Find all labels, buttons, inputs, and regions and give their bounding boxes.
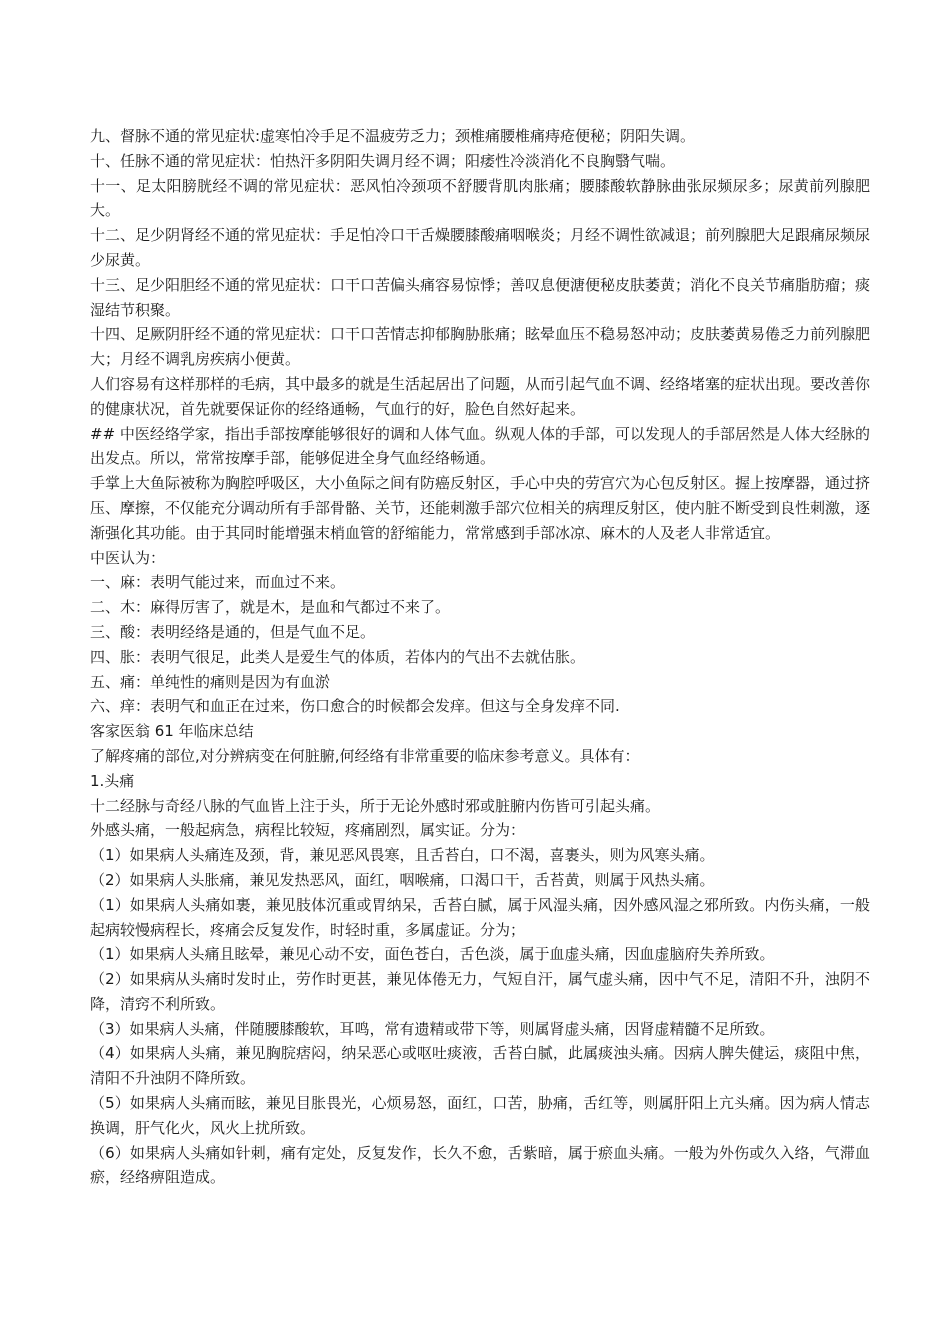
list-item: 二、木：麻得厉害了，就是木，是血和气都过不来了。 [90, 598, 451, 617]
list-item: （3）如果病人头痛，伴随腰膝酸软，耳鸣，常有遗精或带下等，则属肾虚头痛，因肾虚精髓不足所致。 [90, 1019, 775, 1038]
list-item: 六、痒：表明气和血正在过来，伤口愈合的时候都会发痒。但这与全身发痒不同. [90, 697, 620, 716]
list-item: （1）如果病人头痛连及颈，背，兼见恶风畏寒，且舌苔白，口不渴，喜裹头，则为风寒头痛。 [90, 846, 715, 865]
list-item: （1）如果病人头痛如裹，兼见肢体沉重或胃纳呆，舌苔白腻，属于风湿头痛，因外感风湿之邪所致。内伤头痛，一般起病较慢病程长，疼痛会反复发作，时轻时重，多属虚证。分为； [90, 895, 870, 939]
section-heading: 1.头痛 [90, 771, 135, 790]
list-item: （1）如果病人头痛且眩晕，兼见心动不安，面色苍白，舌色淡，属于血虚头痛，因血虚脑府失养所致。 [90, 945, 775, 964]
section-heading: 中医认为： [90, 548, 166, 567]
list-item: （2）如果病人头胀痛，兼见发热恶风，面红，咽喉痛，口渴口干，舌苔黄，则属于风热头痛。 [90, 870, 715, 889]
list-item: （2）如果病从头痛时发时止，劳作时更甚，兼见体倦无力，气短自汗，属气虚头痛，因中气不足，清阳不升，浊阴不降，清窍不利所致。 [90, 970, 870, 1013]
paragraph: 十二、足少阴肾经不通的常见症状：手足怕冷口干舌燥腰膝酸痛咽喉炎；月经不调性欲减退；前列腺肥大足跟痛尿频尿少尿黄。 [90, 226, 871, 269]
paragraph: 外感头痛，一般起病急，病程比较短，疼痛剧烈，属实证。分为： [90, 821, 526, 840]
section-heading: 客家医翁 61 年临床总结 [90, 722, 254, 741]
list-item: （5）如果病人头痛而眩，兼见目胀畏光，心烦易怒，面红，口苦，胁痛，舌红等，则属肝阳上亢头痛。因为病人情志换调，肝气化火，风火上扰所致。 [90, 1094, 870, 1137]
paragraph: ## 中医经络学家，指出手部按摩能够很好的调和人体气血。纵观人体的手部，可以发现人的手部居然是人体大经脉的出发点。所以，常常按摩手部，能够促进全身气血经络畅通。 [90, 424, 870, 468]
paragraph: 十四、足厥阴肝经不通的常见症状：口干口苦情志抑郁胸胁胀痛；眩晕血压不稳易怒冲动；皮肤萎黄易倦乏力前列腺肥大；月经不调乳房疾病小便黄。 [90, 325, 871, 369]
paragraph: 十三、足少阳胆经不通的常见症状：口干口苦偏头痛容易惊悸；善叹息便溏便秘皮肤萎黄；消化不良关节痛脂肪瘤；痰湿结节积聚。 [90, 275, 871, 319]
list-item: （6）如果病人头痛如针刺，痛有定处，反复发作，长久不愈，舌紫暗，属于瘀血头痛。一般为外伤或久入络，气滞血瘀，经络痹阻造成。 [90, 1143, 870, 1187]
list-item: （4）如果病人头痛，兼见胸脘痞闷，纳呆恶心或呕吐痰液，舌苔白腻，此属痰浊头痛。因病人脾失健运，痰阻中焦，清阳不升浊阴不降所致。 [90, 1044, 870, 1088]
list-item: 五、痛：单纯性的痛则是因为有血淤 [90, 672, 331, 691]
paragraph: 十一、足太阳膀胱经不调的常见症状：恶风怕冷颈项不舒腰背肌肉胀痛；腰膝酸软静脉曲张尿频尿多；尿黄前列腺肥大。 [90, 176, 870, 220]
paragraph: 了解疼痛的部位,对分辨病变在何脏腑,何经络有非常重要的临床参考意义。具体有： [90, 746, 640, 765]
paragraph: 九、督脉不通的常见症状:虚寒怕冷手足不温疲劳乏力；颈椎痛腰椎痛痔疮便秘；阴阳失调。 [90, 127, 696, 145]
document-body [90, 124, 870, 1190]
list-item: 三、酸：表明经络是通的，但是气血不足。 [90, 622, 376, 641]
paragraph: 十二经脉与奇经八脉的气血皆上注于头，所于无论外感时邪或脏腑内伤皆可引起头痛。 [90, 796, 661, 815]
paragraph: 人们容易有这样那样的毛病，其中最多的就是生活起居出了问题，从而引起气血不调、经络堵塞的症状出现。要改善你的健康状况，首先就要保证你的经络通畅，气血行的好，脸色自然好起来。 [90, 374, 871, 418]
list-item: 一、麻：表明气能过来，而血过不来。 [90, 573, 346, 592]
list-item: 四、胀：表明气很足，此类人是爱生气的体质，若体内的气出不去就估胀。 [90, 647, 586, 666]
paragraph: 十、任脉不通的常见症状：怕热汗多阴阳失调月经不调；阳痿性冷淡消化不良胸翳气喘。 [90, 151, 676, 170]
paragraph: 手掌上大鱼际被称为胸腔呼吸区，大小鱼际之间有防癌反射区，手心中央的劳宫穴为心包反射区。握上按摩器，通过挤压、摩擦，不仅能充分调动所有手部骨骼、关节，还能刺激手部穴位相关的病理反射区，使内脏不断受到良性刺激，逐渐强化其功能。由于其同时能增强末梢血管的舒缩能力，常常感到手部冰凉、麻木的人及老人非常适宜。 [90, 474, 871, 542]
